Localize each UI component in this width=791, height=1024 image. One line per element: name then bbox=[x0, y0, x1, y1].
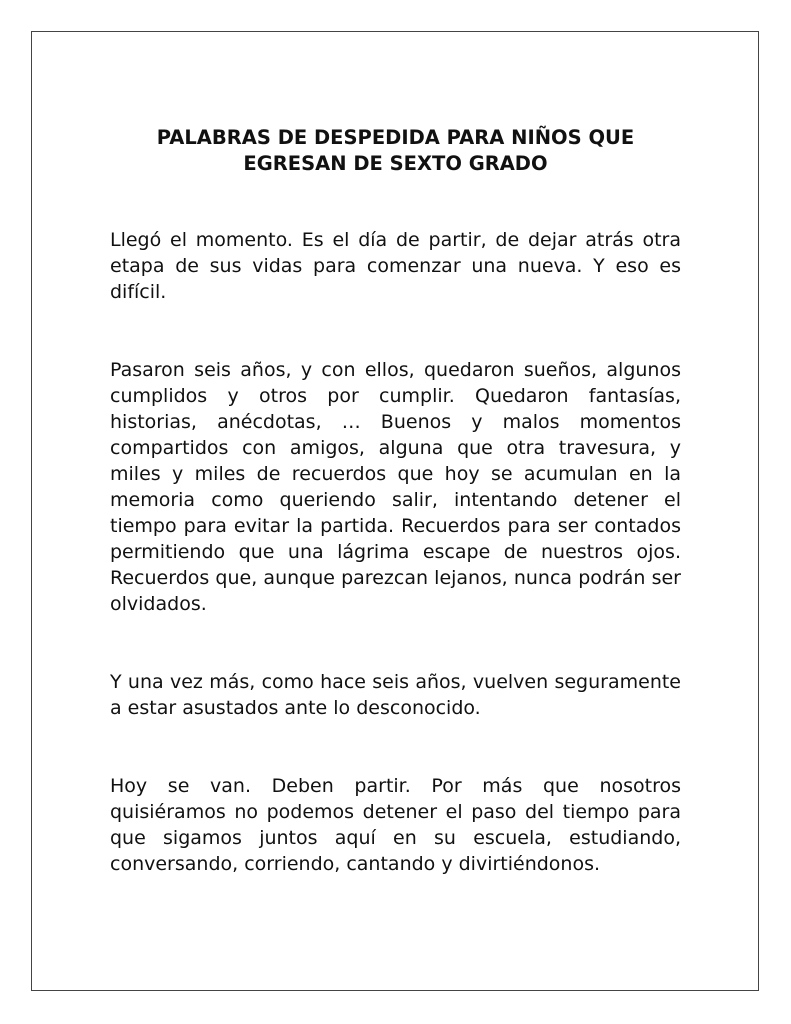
paragraph-2: Pasaron seis años, y con ellos, quedaron sueños, algunos cumplidos y otros por cumplir. Quedaron fantasías, historias, anécdotas, … Buenos y malos momentos compartidos con amigos, alguna que otra travesura, y miles y miles de recuerdos que hoy se acumulan en la memoria como queriendo salir, intentando detener el tiempo para evitar la partida. Recuerdos para ser contados permitiendo que una lágrima escape de nuestros ojos. Recuerdos que, aunque parezcan lejanos, nunca podrán ser olvidados. bbox=[110, 359, 681, 615]
document-title: PALABRAS DE DESPEDIDA PARA NIÑOS QUE EGRESAN DE SEXTO GRADO bbox=[156, 126, 635, 175]
paragraph-3: Y una vez más, como hace seis años, vuelven seguramente a estar asustados ante lo desconocido. bbox=[110, 671, 681, 719]
document-body bbox=[110, 125, 681, 877]
paragraph-4: Hoy se van. Deben partir. Por más que nosotros quisiéramos no podemos detener el paso del tiempo para que sigamos juntos aquí en su escuela, estudiando, conversando, corriendo, cantando y divirtiéndonos. bbox=[110, 775, 681, 875]
paragraph-1: Llegó el momento. Es el día de partir, de dejar atrás otra etapa de sus vidas para comenzar una nueva. Y eso es difícil. bbox=[110, 229, 681, 303]
